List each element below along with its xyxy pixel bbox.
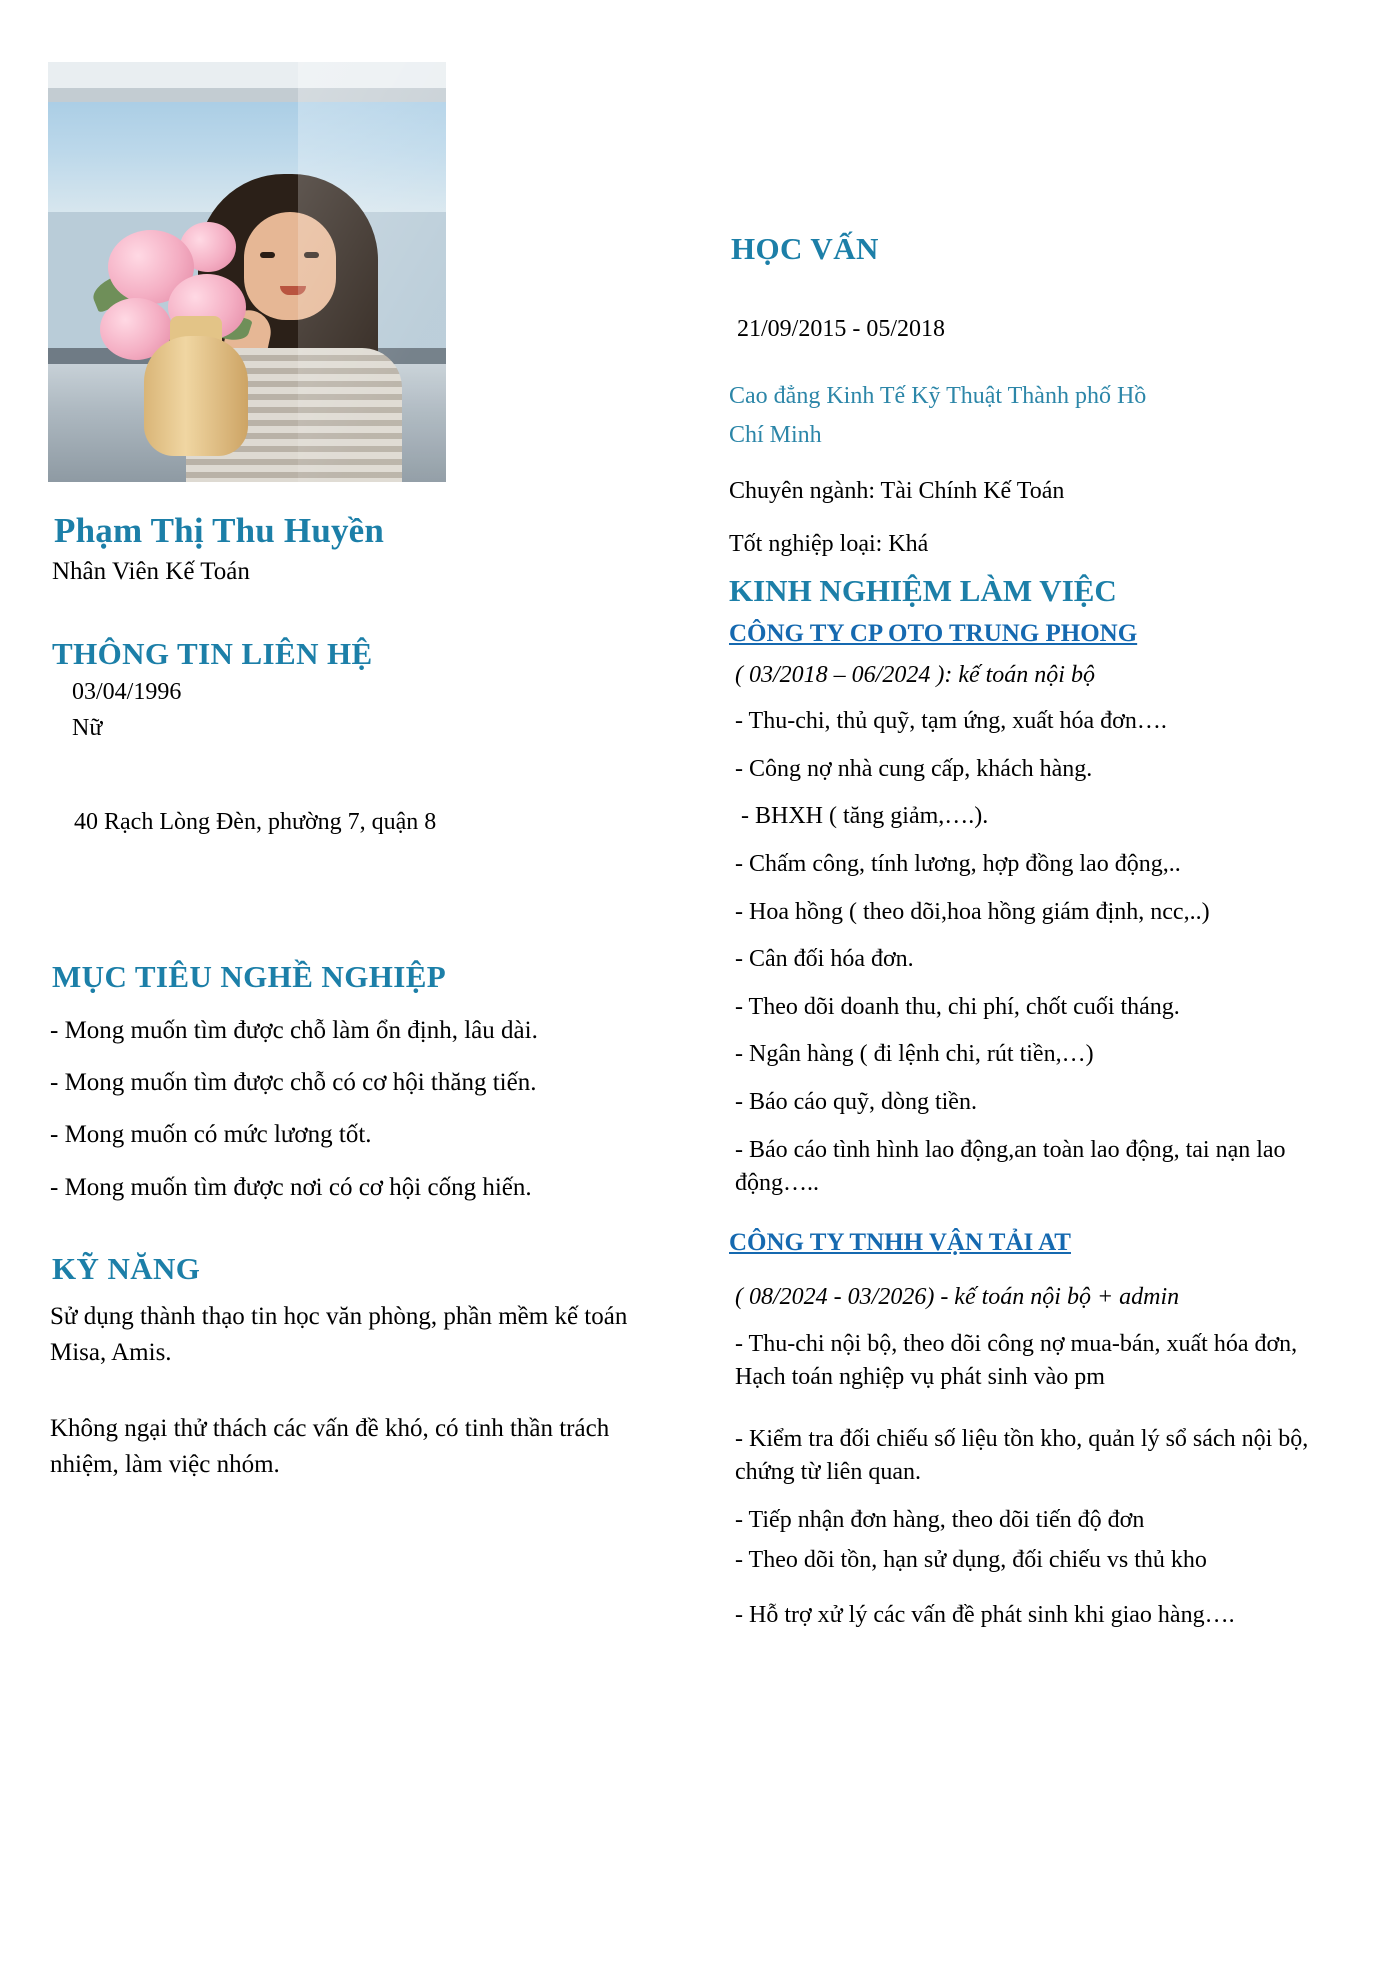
experience-duty: - Kiểm tra đối chiếu số liệu tồn kho, quản lý sổ sách nội bộ, chứng từ liên quan. bbox=[735, 1425, 1309, 1486]
education-date-range: 21/09/2015 - 05/2018 bbox=[737, 315, 945, 342]
profile-photo bbox=[48, 62, 446, 482]
photo-vase bbox=[144, 336, 248, 456]
experience-duty: - Thu-chi nội bộ, theo dõi công nợ mua-bán, xuất hóa đơn, Hạch toán nghiệp vụ phát sinh vào pm bbox=[735, 1330, 1298, 1391]
experience-duty: - Công nợ nhà cung cấp, khách hàng. bbox=[735, 755, 1093, 782]
skills-paragraph: Sử dụng thành thạo tin học văn phòng, phần mềm kế toán Misa, Amis. bbox=[50, 1302, 628, 1366]
objective-item: - Mong muốn có mức lương tốt. bbox=[50, 1121, 372, 1149]
left-column bbox=[48, 62, 668, 1484]
experience-duty: - Chấm công, tính lương, hợp đồng lao động,.. bbox=[735, 850, 1181, 877]
experience-duty: - Tiếp nhận đơn hàng, theo dõi tiến độ đơn bbox=[735, 1506, 1145, 1533]
objective-item: - Mong muốn tìm được chỗ làm ổn định, lâu dài. bbox=[50, 1016, 538, 1044]
objective-item: - Mong muốn tìm được nơi có cơ hội cống hiến. bbox=[50, 1173, 532, 1201]
education-school-name: Cao đẳng Kinh Tế Kỹ Thuật Thành phố Hồ Chí Minh bbox=[729, 382, 1147, 449]
experience-duty: - Theo dõi doanh thu, chi phí, chốt cuối tháng. bbox=[735, 993, 1180, 1020]
contact-birthdate: 03/04/1996 bbox=[72, 679, 182, 705]
experience-role: ( 08/2024 - 03/2026) - kế toán nội bộ + admin bbox=[735, 1284, 1180, 1311]
experience-duty: - BHXH ( tăng giảm,….). bbox=[741, 803, 989, 830]
experience-company-name: CÔNG TY TNHH VẬN TẢI AT bbox=[729, 1228, 1071, 1256]
contact-gender: Nữ bbox=[72, 715, 103, 741]
education-major: Chuyên ngành: Tài Chính Kế Toán bbox=[729, 477, 1065, 504]
candidate-job-title: Nhân Viên Kế Toán bbox=[52, 558, 250, 585]
experience-duty: - Theo dõi tồn, hạn sử dụng, đối chiếu vs thủ kho bbox=[735, 1546, 1207, 1573]
candidate-name: Phạm Thị Thu Huyền bbox=[54, 511, 385, 550]
photo-sunlight-glare bbox=[298, 62, 446, 482]
section-heading-skills: KỸ NĂNG bbox=[52, 1250, 201, 1286]
experience-duty: - Hỗ trợ xử lý các vấn đề phát sinh khi giao hàng…. bbox=[735, 1602, 1235, 1629]
contact-address: 40 Rạch Lòng Đèn, phường 7, quận 8 bbox=[74, 809, 437, 835]
photo-person-eye-left bbox=[260, 252, 275, 258]
experience-company-name: CÔNG TY CP OTO TRUNG PHONG bbox=[729, 620, 1138, 648]
experience-role: ( 03/2018 – 06/2024 ): kế toán nội bộ bbox=[735, 661, 1095, 688]
objective-item: - Mong muốn tìm được chỗ có cơ hội thăng tiến. bbox=[50, 1069, 537, 1096]
section-heading-experience: KINH NGHIỆM LÀM VIỆC bbox=[729, 572, 1117, 608]
experience-duty: - Hoa hồng ( theo dõi,hoa hồng giám định, ncc,..) bbox=[735, 898, 1210, 925]
section-heading-contact: THÔNG TIN LIÊN HỆ bbox=[52, 636, 373, 672]
experience-duty: - Báo cáo tình hình lao động,an toàn lao động, tai nạn lao động….. bbox=[735, 1136, 1286, 1197]
right-column bbox=[715, 230, 1335, 1633]
section-heading-objective: MỤC TIÊU NGHỀ NGHIỆP bbox=[52, 959, 447, 994]
experience-duty: - Cân đối hóa đơn. bbox=[735, 946, 914, 973]
experience-duty: - Báo cáo quỹ, dòng tiền. bbox=[735, 1088, 977, 1115]
education-classification: Tốt nghiệp loại: Khá bbox=[729, 530, 929, 557]
experience-duty: - Ngân hàng ( đi lệnh chi, rút tiền,…) bbox=[735, 1041, 1094, 1068]
section-heading-education: HỌC VẤN bbox=[731, 231, 879, 266]
skills-paragraph: Không ngại thử thách các vấn đề khó, có tinh thần trách nhiệm, làm việc nhóm. bbox=[50, 1415, 610, 1479]
experience-duty: - Thu-chi, thủ quỹ, tạm ứng, xuất hóa đơn…. bbox=[735, 708, 1167, 735]
